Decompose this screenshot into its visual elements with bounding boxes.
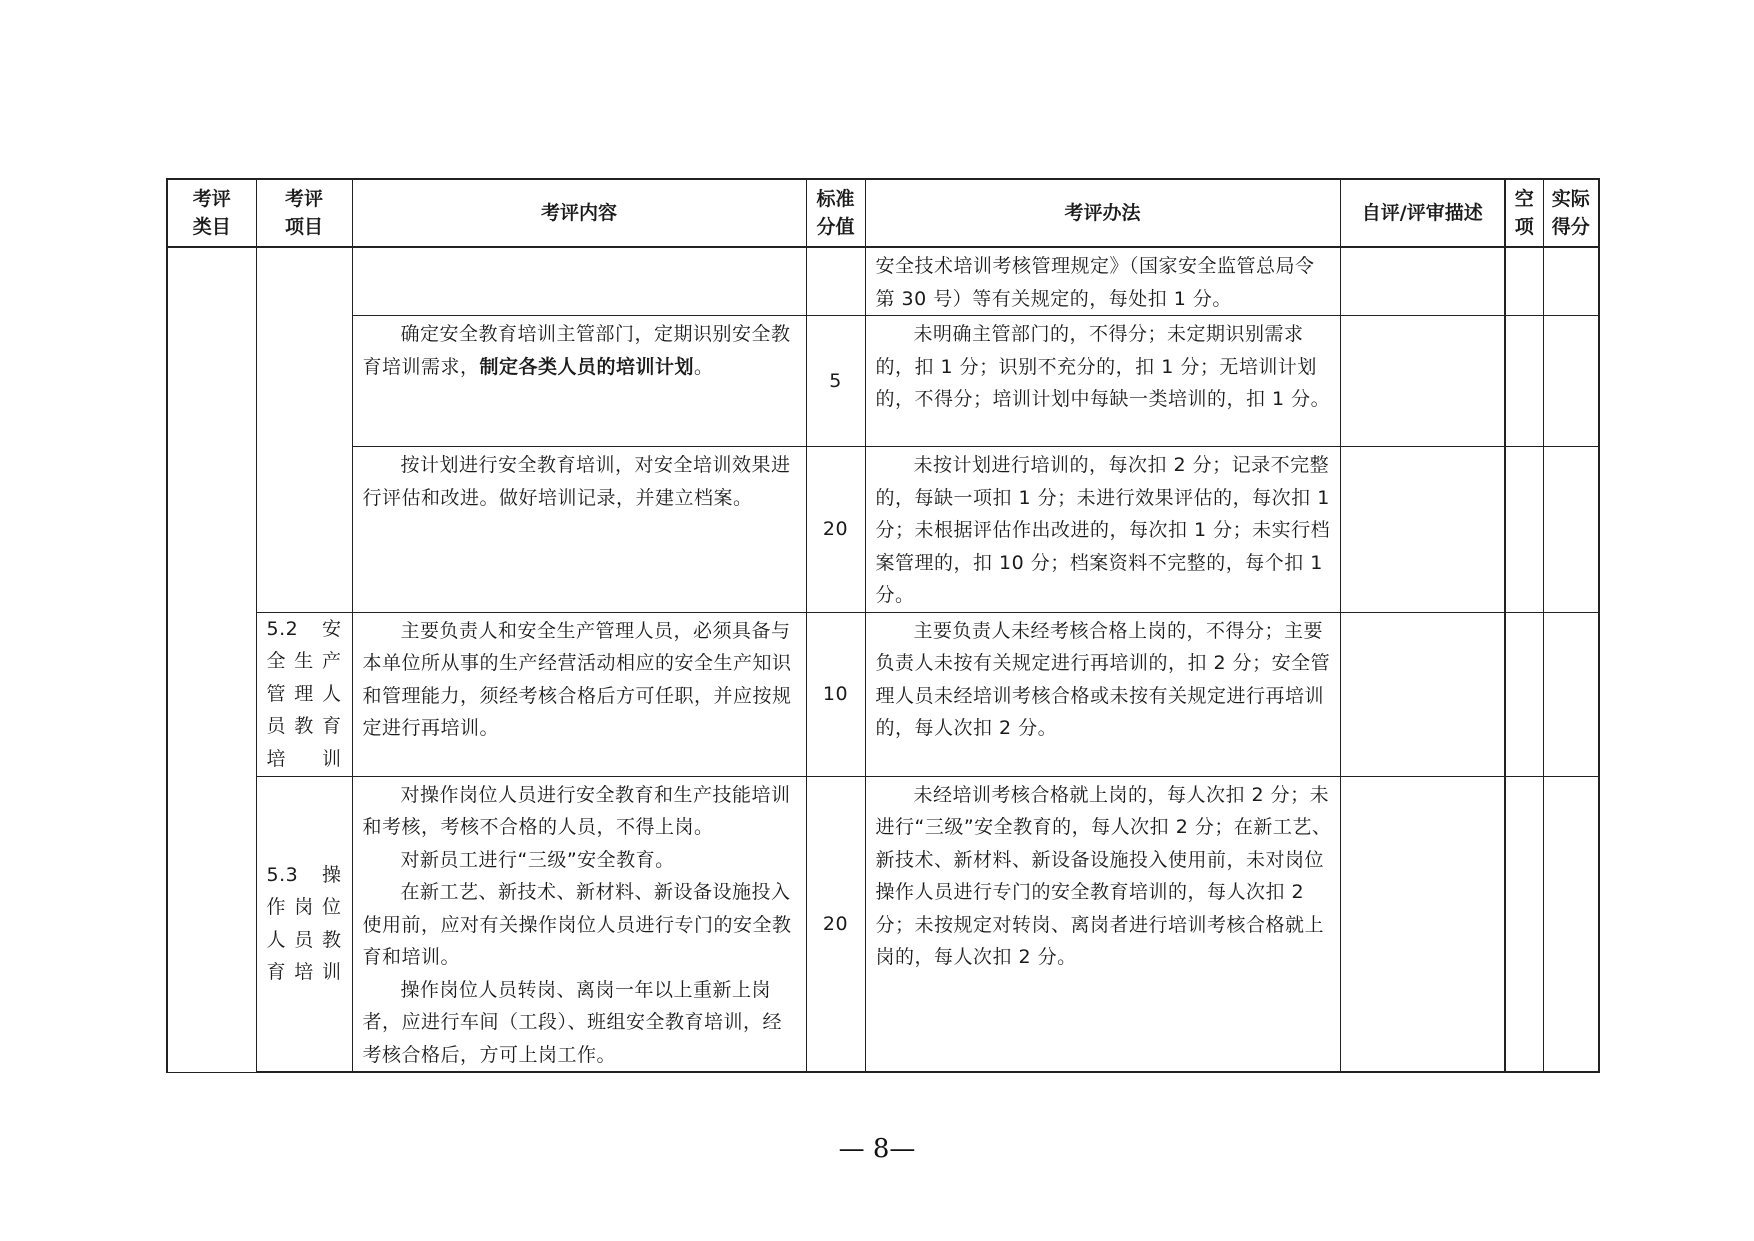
header-empty: 空 项 <box>1505 179 1543 247</box>
content-text: 确定安全教育培训主管部门，定期识别安全教育培训需求， <box>362 323 791 378</box>
score-cell: 10 <box>806 612 865 776</box>
category-cell <box>167 247 256 1072</box>
table-row <box>167 612 1599 776</box>
actual-score-cell[interactable] <box>1543 247 1599 316</box>
score-cell: 20 <box>806 776 865 1072</box>
item-cell: 5.2 安全生产管理人员教育培训 <box>256 612 352 776</box>
table-row <box>167 247 1599 316</box>
method-cell <box>865 447 1340 613</box>
method-cell <box>865 612 1340 776</box>
content-text: 。 <box>694 355 714 378</box>
method-text: 未按计划进行培训的，每次扣 2 分；记录不完整的，每缺一项扣 1 分；未进行效果评估的，每次扣 1 分；未根据评估作出改进的，每次扣 1 分；未实行档案管理的，扣 10 分；档案资料不完整的，每个扣 1 分。 <box>875 454 1331 606</box>
item-cell <box>256 247 352 612</box>
score-cell: 20 <box>806 447 865 613</box>
score-cell <box>806 247 865 316</box>
header-method: 考评办法 <box>865 179 1340 247</box>
item-cell: 5.3 操作岗位人员教育培训 <box>256 776 352 1072</box>
empty-cell[interactable] <box>1505 447 1543 613</box>
content-text: 在新工艺、新技术、新材料、新设备设施投入使用前，应对有关操作岗位人员进行专门的安全教育和培训。 <box>362 881 792 968</box>
evaluation-table <box>166 178 1600 1073</box>
content-text: 操作岗位人员转岗、离岗一年以上重新上岗者，应进行车间（工段）、班组安全教育培训，经考核合格后，方可上岗工作。 <box>362 978 783 1066</box>
table-header-row <box>167 179 1599 247</box>
content-cell <box>352 316 806 447</box>
actual-score-cell[interactable] <box>1543 776 1599 1072</box>
self-eval-cell[interactable] <box>1340 247 1505 316</box>
content-bold-text: 制定各类人员的培训计划 <box>479 355 695 378</box>
header-content: 考评内容 <box>352 179 806 247</box>
content-cell <box>352 776 806 1072</box>
header-score: 标准 分值 <box>806 179 865 247</box>
empty-cell[interactable] <box>1505 247 1543 316</box>
actual-score-cell[interactable] <box>1543 612 1599 776</box>
self-eval-cell[interactable] <box>1340 776 1505 1072</box>
content-cell <box>352 247 806 316</box>
score-cell: 5 <box>806 316 865 447</box>
method-cell <box>865 316 1340 447</box>
table-row <box>167 776 1599 1072</box>
empty-cell[interactable] <box>1505 776 1543 1072</box>
self-eval-cell[interactable] <box>1340 612 1505 776</box>
header-category: 考评 类目 <box>167 179 256 247</box>
page-number: — 8— <box>838 1134 916 1164</box>
content-cell <box>352 447 806 613</box>
header-self-eval: 自评/评审描述 <box>1340 179 1505 247</box>
method-cell: 安全技术培训考核管理规定》（国家安全监管总局令第 30 号）等有关规定的，每处扣 1 分。 <box>865 247 1340 316</box>
header-actual: 实际 得分 <box>1543 179 1599 247</box>
content-text: 主要负责人和安全生产管理人员，必须具备与本单位所从事的生产经营活动相应的安全生产知识和管理能力，须经考核合格后方可任职，并应按规定进行再培训。 <box>362 619 792 739</box>
content-text: 对新员工进行“三级”安全教育。 <box>400 848 675 871</box>
self-eval-cell[interactable] <box>1340 447 1505 613</box>
method-cell <box>865 776 1340 1072</box>
table-row <box>167 316 1599 447</box>
empty-cell[interactable] <box>1505 612 1543 776</box>
header-item: 考评 项目 <box>256 179 352 247</box>
method-text: 未经培训考核合格就上岗的，每人次扣 2 分；未进行“三级”安全教育的，每人次扣 2 分；在新工艺、新技术、新材料、新设备设施投入使用前，未对岗位操作人员进行专门的安全教育培训的，每人次扣 2 分；未按规定对转岗、离岗者进行培训考核合格就上岗的，每人次扣 2 分。 <box>875 783 1332 968</box>
self-eval-cell[interactable] <box>1340 316 1505 447</box>
table-row <box>167 447 1599 613</box>
content-text: 对操作岗位人员进行安全教育和生产技能培训和考核，考核不合格的人员，不得上岗。 <box>362 783 791 838</box>
actual-score-cell[interactable] <box>1543 447 1599 613</box>
content-cell <box>352 612 806 776</box>
method-text: 主要负责人未经考核合格上岗的，不得分；主要负责人未按有关规定进行再培训的，扣 2 分；安全管理人员未经培训考核合格或未按有关规定进行再培训的，每人次扣 2 分。 <box>875 619 1331 739</box>
actual-score-cell[interactable] <box>1543 316 1599 447</box>
method-text: 未明确主管部门的，不得分；未定期识别需求的，扣 1 分；识别不充分的，扣 1 分；无培训计划的，不得分；培训计划中每缺一类培训的，扣 1 分。 <box>875 323 1331 410</box>
empty-cell[interactable] <box>1505 316 1543 447</box>
content-text: 按计划进行安全教育培训，对安全培训效果进行评估和改进。做好培训记录，并建立档案。 <box>362 454 791 509</box>
